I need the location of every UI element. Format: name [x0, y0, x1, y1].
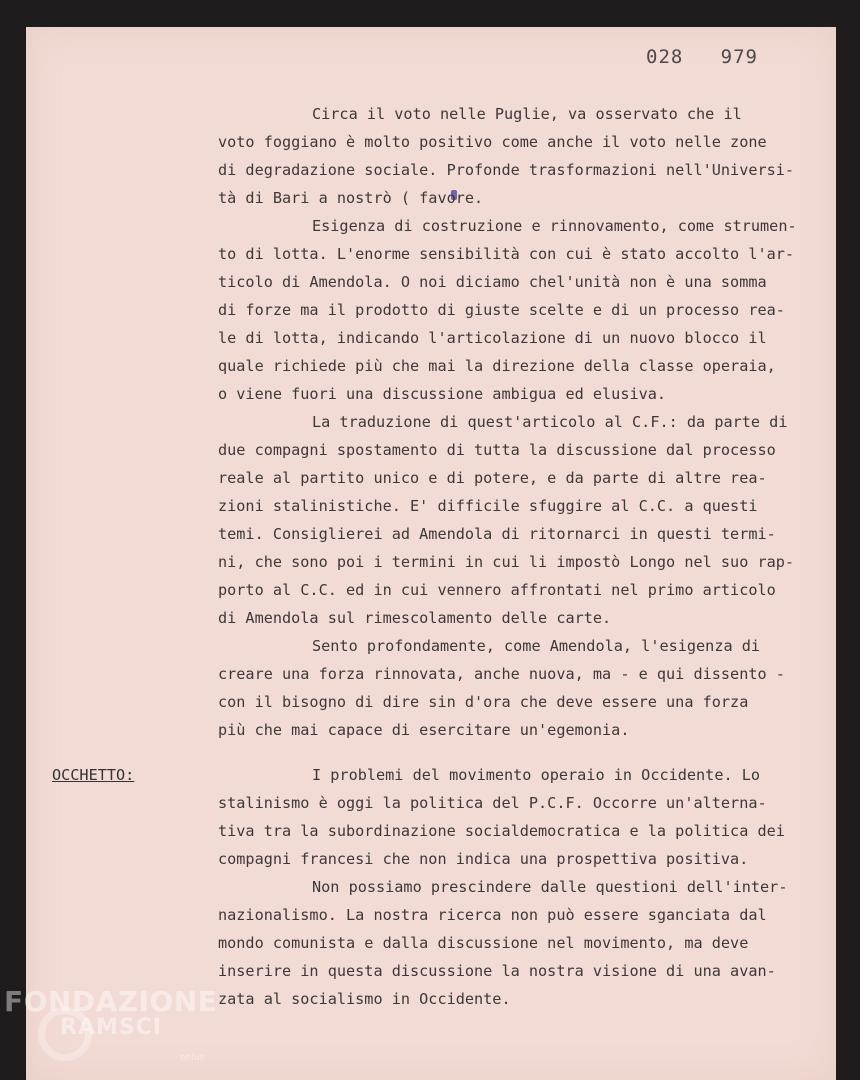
speaker-label: OCCHETTO:: [52, 766, 135, 784]
text-line: I problemi del movimento operaio in Occidente. Lo: [312, 766, 761, 784]
text-line: quale richiede più che mai la direzione della classe operaia,: [218, 357, 776, 375]
watermark-line2: RAMSCI: [60, 1015, 163, 1040]
text-line: compagni francesi che non indica una prospettiva positiva.: [218, 850, 749, 868]
text-line: ticolo di Amendola. O noi diciamo chel'unità non è una somma: [218, 273, 767, 291]
text-line: di forze ma il prodotto di giuste scelte e di un processo rea-: [218, 301, 785, 319]
text-line: zata al socialismo in Occidente.: [218, 990, 511, 1008]
text-line: con il bisogno di dire sin d'ora che deve essere una forza: [218, 693, 749, 711]
text-line: temi. Consiglierei ad Amendola di ritornarci in questi termi-: [218, 525, 776, 543]
text-line: di degradazione sociale. Profonde trasformazioni nell'Universi-: [218, 161, 795, 179]
text-line: mondo comunista e dalla discussione nel movimento, ma deve: [218, 934, 749, 952]
text-line: ni, che sono poi i termini in cui li impostò Longo nel suo rap-: [218, 553, 795, 571]
text-line: più che mai capace di esercitare un'egemonia.: [218, 721, 630, 739]
text-line: creare una forza rinnovata, anche nuova, ma - e qui dissento -: [218, 665, 785, 683]
watermark-small: onlus: [180, 1053, 205, 1063]
text-line: porto al C.C. ed in cui vennero affrontati nel primo articolo: [218, 581, 776, 599]
text-line: reale al partito unico e di potere, e da parte di altre rea-: [218, 469, 767, 487]
text-line: Circa il voto nelle Puglie, va osservato che il: [312, 105, 742, 123]
text-line: di Amendola sul rimescolamento delle carte.: [218, 609, 612, 627]
text-line: tà di Bari a nostrò ( favore.: [218, 189, 484, 207]
text-line: voto foggiano è molto positivo come anche il voto nelle zone: [218, 133, 767, 151]
text-line: due compagni spostamento di tutta la discussione dal processo: [218, 441, 776, 459]
text-line: o viene fuori una discussione ambigua ed elusiva.: [218, 385, 667, 403]
text-line: le di lotta, indicando l'articolazione di un nuovo blocco il: [218, 329, 767, 347]
page-number: 028 979: [646, 46, 758, 68]
text-line: Esigenza di costruzione e rinnovamento, come strumen-: [312, 217, 797, 235]
watermark-line1: FONDAZIONE: [4, 985, 218, 1018]
text-line: stalinismo è oggi la politica del P.C.F. Occorre un'alterna-: [218, 794, 767, 812]
text-line: La traduzione di quest'articolo al C.F.: da parte di: [312, 413, 788, 431]
text-line: Non possiamo prescindere dalle questioni dell'inter-: [312, 878, 788, 896]
text-line: zioni stalinistiche. E' difficile sfuggire al C.C. a questi: [218, 497, 758, 515]
text-line: to di lotta. L'enorme sensibilità con cui è stato accolto l'ar-: [218, 245, 795, 263]
text-line: inserire in questa discussione la nostra visione di una avan-: [218, 962, 776, 980]
text-line: Sento profondamente, come Amendola, l'esigenza di: [312, 637, 761, 655]
text-line: nazionalismo. La nostra ricerca non può essere sganciata dal: [218, 906, 767, 924]
text-line: tiva tra la subordinazione socialdemocratica e la politica dei: [218, 822, 785, 840]
